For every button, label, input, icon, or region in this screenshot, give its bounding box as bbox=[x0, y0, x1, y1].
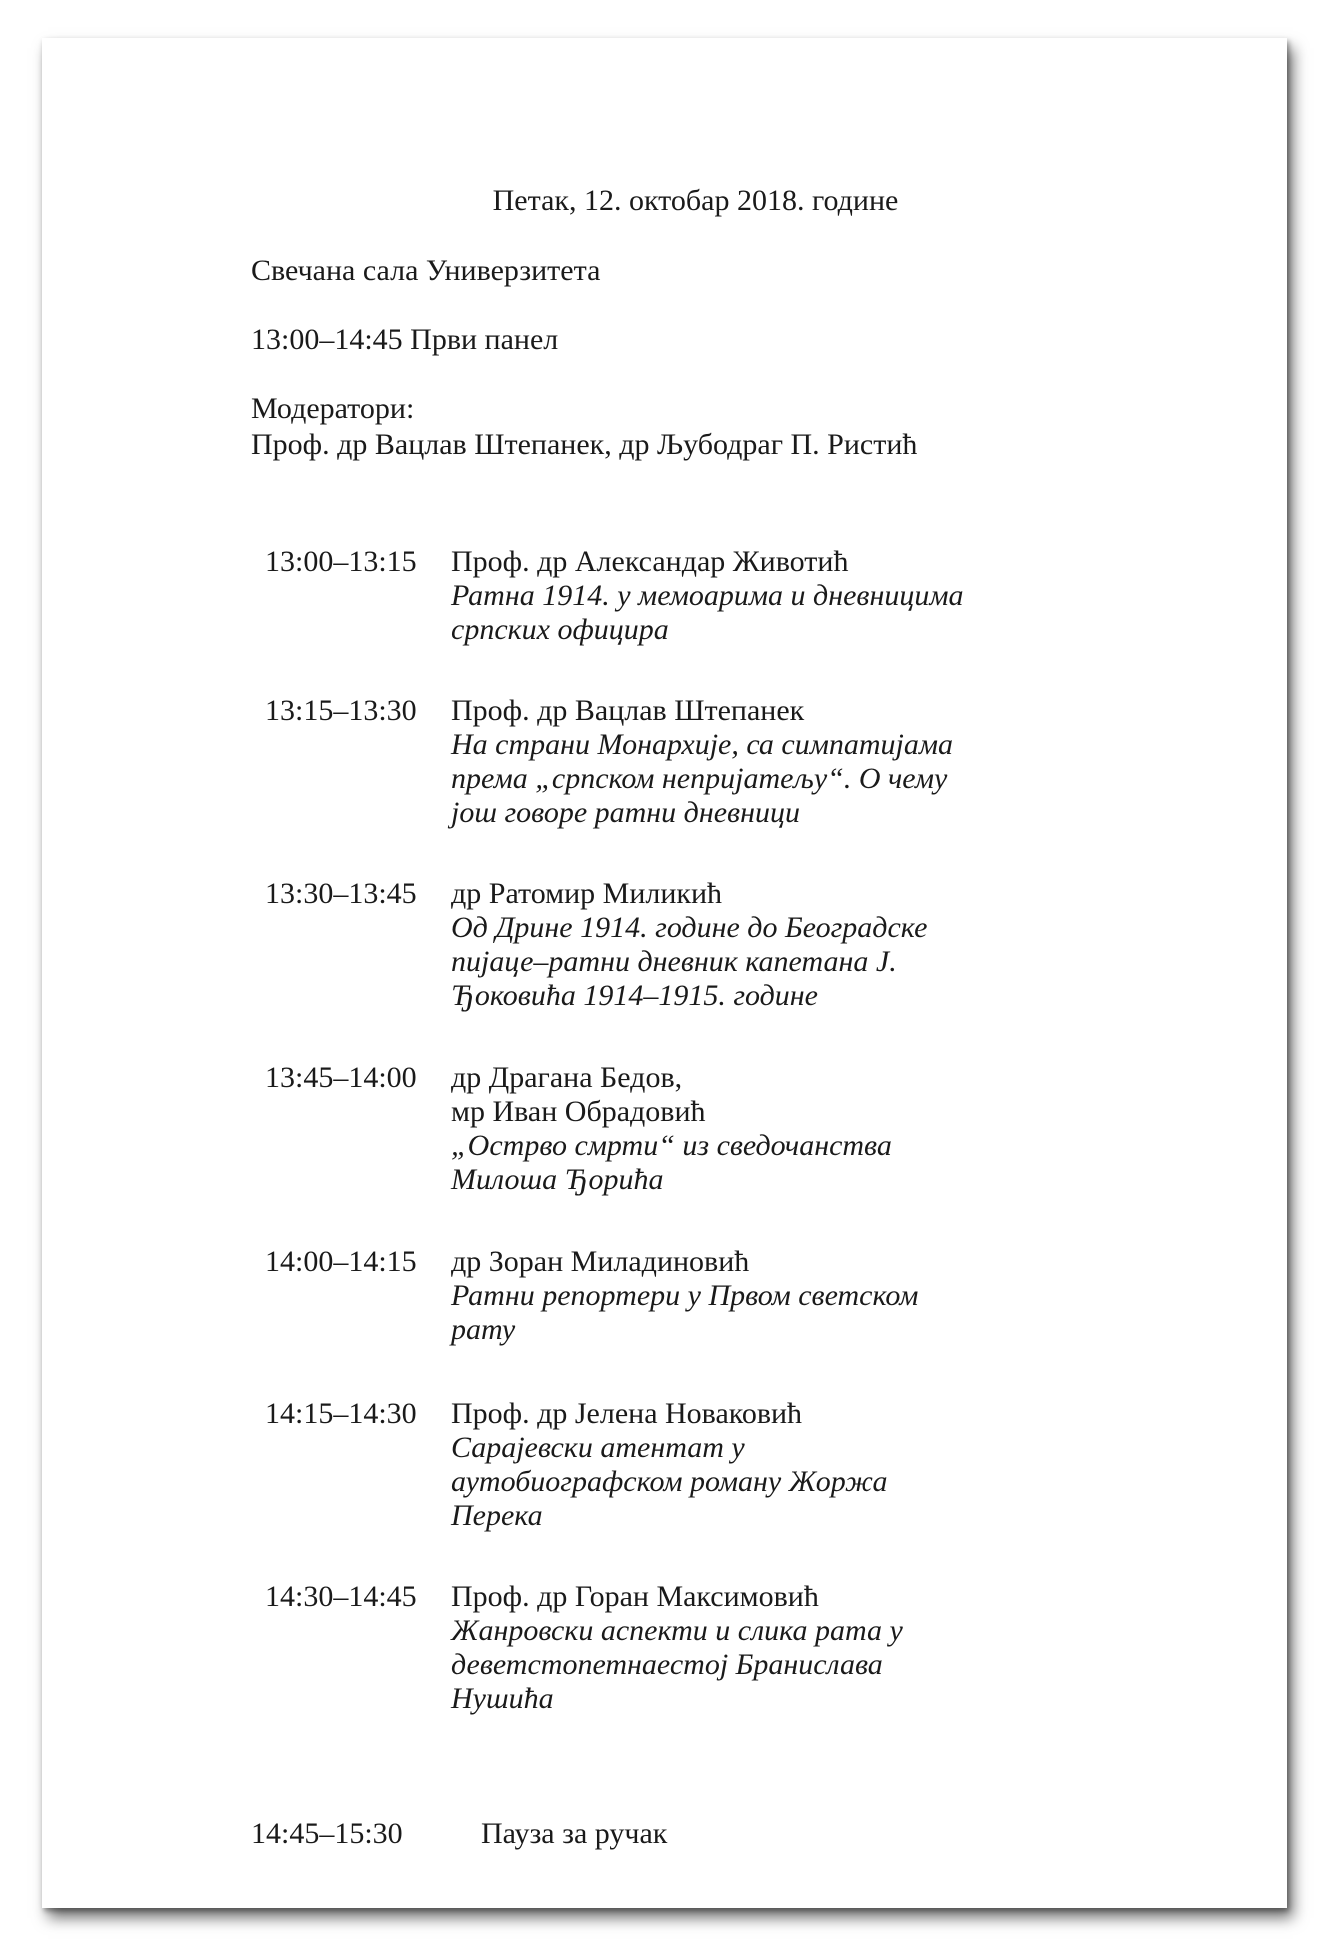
talk-title-line: „Острво смрти“ из сведочанства bbox=[451, 1129, 892, 1162]
talk-title-line: Ђоковића 1914–1915. године bbox=[451, 979, 819, 1012]
talk-body bbox=[451, 1245, 1051, 1347]
talk-title-line: аутобиографском роману Жоржа bbox=[451, 1465, 888, 1498]
talk-title-line: према „српском непријатељу“. О чему bbox=[451, 762, 948, 795]
talk-time: 14:00–14:15 bbox=[265, 1245, 417, 1278]
talk-body bbox=[451, 1397, 1051, 1533]
talk-title-line: На страни Монархије, са симпатијама bbox=[451, 728, 953, 761]
moderators-names: Проф. др Вацлав Штепанек, др Љубодраг П. Ристић bbox=[251, 428, 918, 461]
talk-body bbox=[451, 1061, 1051, 1197]
talk-title-line: Ратни репортери у Првом светском bbox=[451, 1279, 919, 1312]
panel-heading: 13:00–14:45 Први панел bbox=[251, 323, 559, 356]
talk-speaker: др Ратомир Миликић bbox=[451, 877, 723, 910]
date-heading: Петак, 12. октобар 2018. године bbox=[492, 184, 899, 217]
talk-speaker: Проф. др Јелена Новаковић bbox=[451, 1397, 803, 1430]
talk-title-line: Милоша Ђорића bbox=[451, 1163, 664, 1196]
talk-title bbox=[451, 1279, 1051, 1347]
talk-speaker: мр Иван Обрадовић bbox=[451, 1095, 706, 1128]
talk-title-line: Перека bbox=[451, 1499, 543, 1532]
break-time: 14:45–15:30 bbox=[251, 1817, 403, 1850]
talk-title-line: српских официра bbox=[451, 613, 669, 646]
talk-speaker: Проф. др Александар Животић bbox=[451, 545, 849, 578]
talk-body bbox=[451, 545, 1051, 647]
talk-speaker: др Драгана Бедов, bbox=[451, 1061, 683, 1094]
talk-title-line: Ратна 1914. у мемоарима и дневницима bbox=[451, 579, 964, 612]
talk-title-line: још говоре ратни дневници bbox=[451, 796, 800, 829]
talk-title-line: Од Дрине 1914. године до Београдске bbox=[451, 911, 928, 944]
talk-speaker: Проф. др Вацлав Штепанек bbox=[451, 694, 805, 727]
talk-title-line: рату bbox=[451, 1313, 516, 1346]
talk-title-line: Сарајевски атентат у bbox=[451, 1431, 745, 1464]
talk-title-line: пијаце–ратни дневник капетана Ј. bbox=[451, 945, 897, 978]
venue: Свечана сала Универзитета bbox=[251, 254, 601, 287]
lunch-break bbox=[251, 1817, 667, 1851]
talk-title-line: Жанровски аспекти и слика рата у bbox=[451, 1614, 903, 1647]
talk-time: 14:30–14:45 bbox=[265, 1580, 417, 1613]
talk-title bbox=[451, 579, 1051, 647]
talk-time: 13:45–14:00 bbox=[265, 1061, 417, 1094]
talk-title bbox=[451, 1129, 1051, 1197]
talk-body bbox=[451, 877, 1051, 1013]
talk-time: 13:15–13:30 bbox=[265, 694, 417, 727]
talk-body bbox=[451, 694, 1051, 830]
talk-time: 13:00–13:15 bbox=[265, 545, 417, 578]
talk-title bbox=[451, 1431, 1051, 1533]
talk-title bbox=[451, 911, 1051, 1013]
talk-title bbox=[451, 728, 1051, 830]
break-label: Пауза за ручак bbox=[481, 1817, 668, 1850]
talk-time: 13:30–13:45 bbox=[265, 877, 417, 910]
talk-speaker: Проф. др Горан Максимовић bbox=[451, 1580, 819, 1613]
talk-title-line: Нушића bbox=[451, 1682, 554, 1715]
talk-title bbox=[451, 1614, 1051, 1716]
talk-body bbox=[451, 1580, 1051, 1716]
talk-title-line: деветстопетнаестој Бранислава bbox=[451, 1648, 883, 1681]
talk-speaker: др Зоран Миладиновић bbox=[451, 1245, 750, 1278]
talk-time: 14:15–14:30 bbox=[265, 1397, 417, 1430]
moderators-label: Модератори: bbox=[251, 392, 415, 425]
